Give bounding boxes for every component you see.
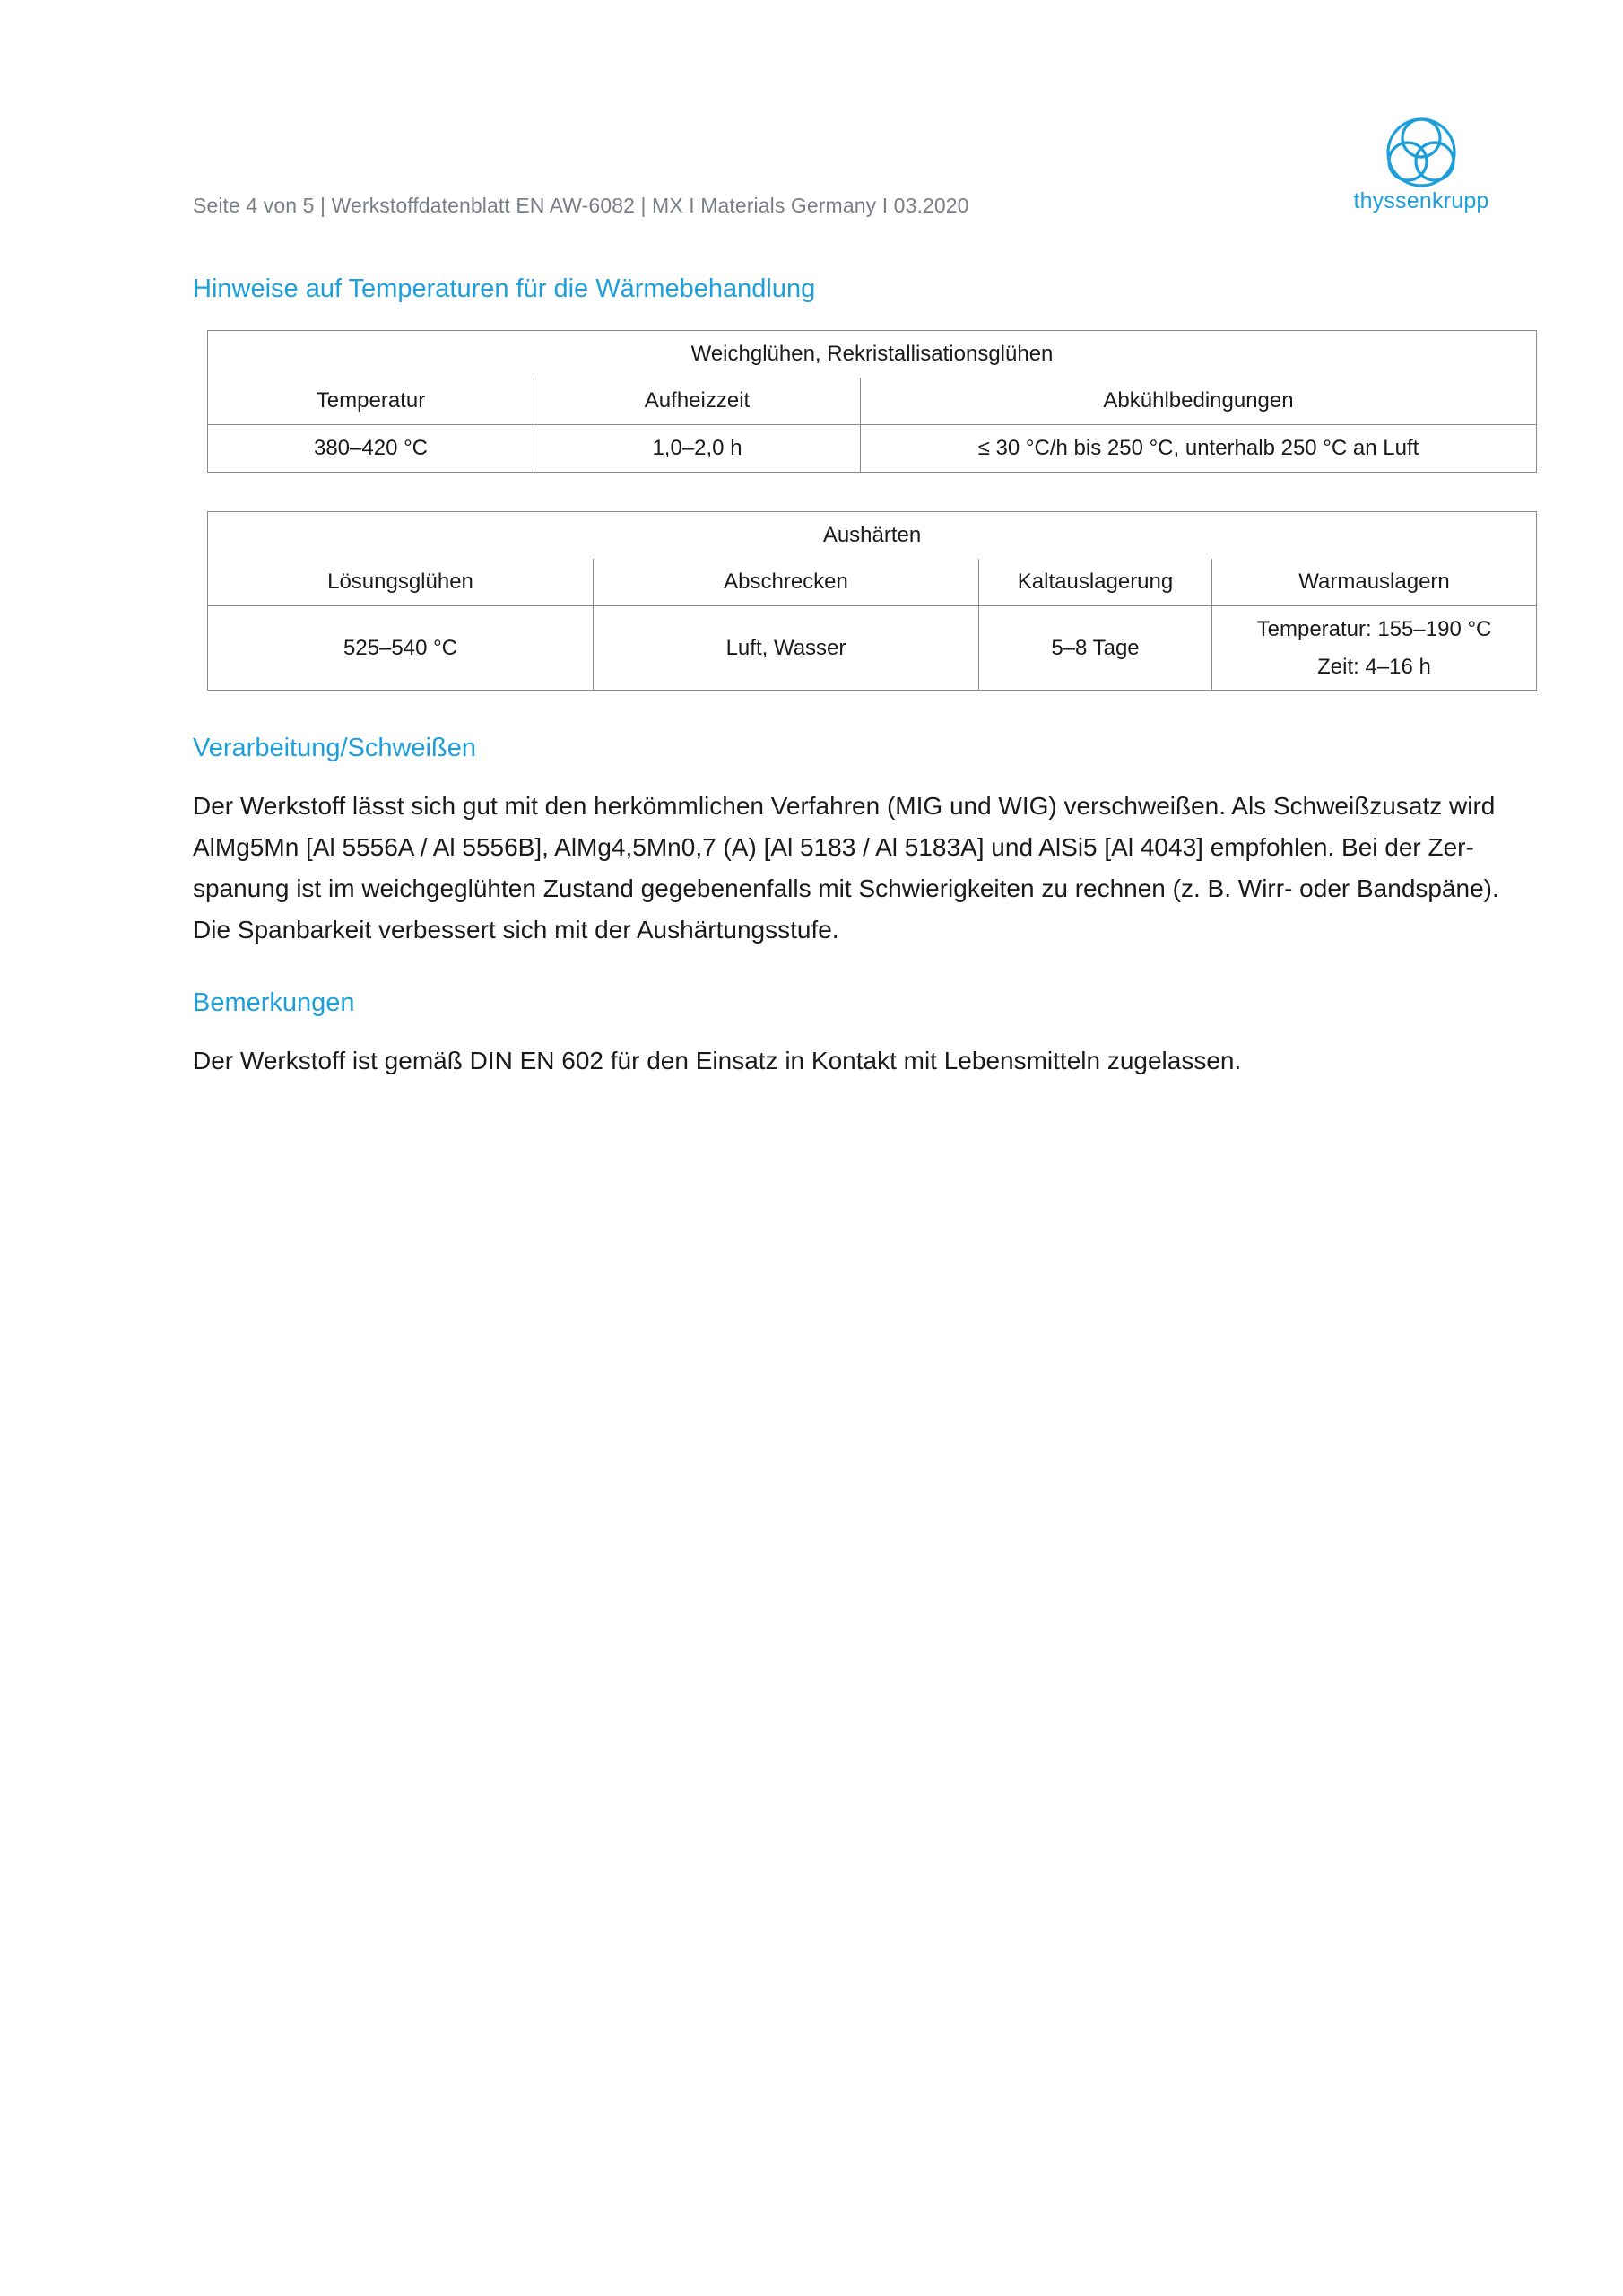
remarks-paragraph: Der Werkstoff ist gemäß DIN EN 602 für den Einsatz in Kontakt mit Lebensmitteln zugelassen.: [193, 1047, 1242, 1074]
hardening-table: [207, 511, 1537, 691]
column-header: Lösungsglühen: [327, 570, 473, 594]
column-header: Temperatur: [316, 388, 426, 413]
section-title-heat-treatment: Hinweise auf Temperaturen für die Wärmebehandlung: [193, 274, 816, 303]
column-header: Aufheizzeit: [534, 378, 861, 425]
column-header: Abkühlbedingungen: [861, 378, 1537, 425]
soft-annealing-table: [207, 330, 1537, 473]
section-title-welding: Verarbeitung/Schweißen: [193, 734, 476, 762]
logo-emblem-icon: [1381, 117, 1462, 188]
table-cell: 380–420 °C: [208, 425, 534, 473]
column-header: Warmauslagern: [1212, 559, 1537, 606]
company-logo: [1336, 117, 1506, 224]
warm-aging-temperature: Temperatur: 155–190 °C: [1256, 616, 1492, 641]
table-cell: Luft, Wasser: [594, 606, 979, 691]
logo-wordmark: thyssenkrupp: [1353, 188, 1489, 213]
column-header: Abschrecken: [594, 559, 979, 606]
table-cell-warm-aging: [1212, 606, 1537, 691]
table-cell: 5–8 Tage: [979, 606, 1212, 691]
table-caption: Aushärten: [822, 523, 922, 547]
table-cell: 1,0–2,0 h: [534, 425, 861, 473]
table-cell: 525–540 °C: [208, 606, 594, 691]
section-title-remarks: Bemerkungen: [193, 988, 355, 1017]
page-header: Seite 4 von 5 | Werkstoffdatenblatt EN AW-6082 | MX I Materials Germany I 03.2020: [193, 194, 969, 217]
column-header: Kaltauslagerung: [979, 559, 1212, 606]
table-caption: Weichglühen, Rekristallisationsglühen: [690, 342, 1054, 366]
warm-aging-time: Zeit: 4–16 h: [1317, 654, 1431, 679]
table-row: [208, 425, 1537, 473]
table-row: [208, 606, 1537, 691]
table-cell: ≤ 30 °C/h bis 250 °C, unterhalb 250 °C an Luft: [861, 425, 1537, 473]
welding-paragraph: Der Werkstoff lässt sich gut mit den herkömmlichen Verfahren (MIG und WIG) verschweißen. Als Schweißzusatz wird AlMg5Mn [Al 5556A / Al 5556B], AlMg4,5Mn0,7 (A) [Al 5183 / Al 5183A] und AlSi5 [Al 4043] empfohlen. Bei der Zer-spanung ist im weichgeglühten Zustand gegebenenfalls mit Schwierigkeiten zu rechnen (z. B. Wirr- oder Bandspäne). Die Spanbarkeit verbessert sich mit der Aushärtungsstufe.: [193, 792, 1499, 944]
